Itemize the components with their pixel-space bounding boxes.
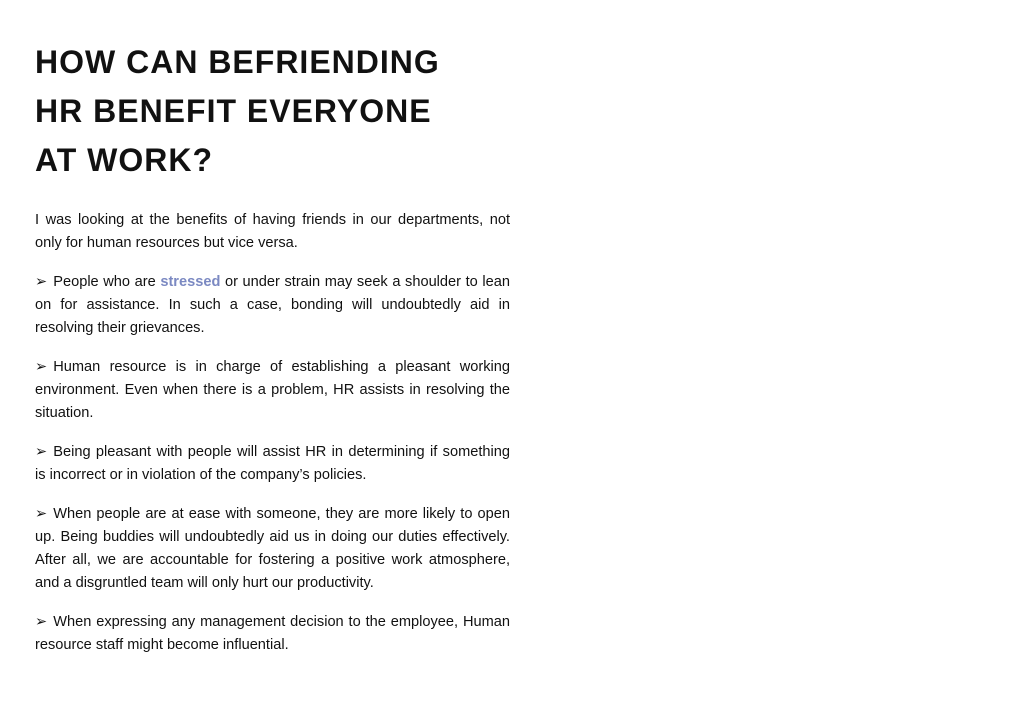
bullet-text-after: or under strain may seek a shoulder to lean on for assistance. In such a case, bonding will undoubtedly aid in resolving their grievances.: [35, 274, 510, 336]
intro-paragraph: I was looking at the benefits of having friends in our departments, not only for human resources but vice versa.: [35, 212, 510, 251]
arrow-bullet-icon: ➢: [35, 274, 48, 290]
bullet-item-4: [35, 503, 510, 595]
bullet-item-3: [35, 441, 510, 487]
bullet-text: When expressing any management decision to the employee, Human resource staff might become influential.: [35, 614, 510, 653]
bullet-item-5: [35, 611, 510, 657]
bullet-text-before: People who are: [53, 274, 161, 290]
arrow-bullet-icon: ➢: [35, 506, 48, 522]
arrow-bullet-icon: ➢: [35, 614, 48, 630]
bullet-item-1: [35, 271, 510, 340]
arrow-bullet-icon: ➢: [35, 359, 48, 375]
title-line-1: HOW CAN BEFRIENDING: [35, 44, 440, 80]
title-line-3: AT WORK?: [35, 142, 214, 178]
page-title: [35, 38, 510, 185]
arrow-bullet-icon: ➢: [35, 444, 48, 460]
highlighted-link-stressed[interactable]: stressed: [160, 274, 221, 290]
article-body: [35, 38, 510, 657]
title-line-2: HR BENEFIT EVERYONE: [35, 93, 432, 129]
bullet-text: Human resource is in charge of establishing a pleasant working environment. Even when there is a problem, HR assists in resolving the situation.: [35, 359, 510, 421]
bullet-item-2: [35, 356, 510, 425]
bullet-text: When people are at ease with someone, they are more likely to open up. Being buddies will undoubtedly aid us in doing our duties effectively. After all, we are accountable for fostering a positive work atmosphere, and a disgruntled team will only hurt our productivity.: [35, 506, 510, 591]
bullet-text: Being pleasant with people will assist HR in determining if something is incorrect or in violation of the company’s policies.: [35, 444, 510, 483]
